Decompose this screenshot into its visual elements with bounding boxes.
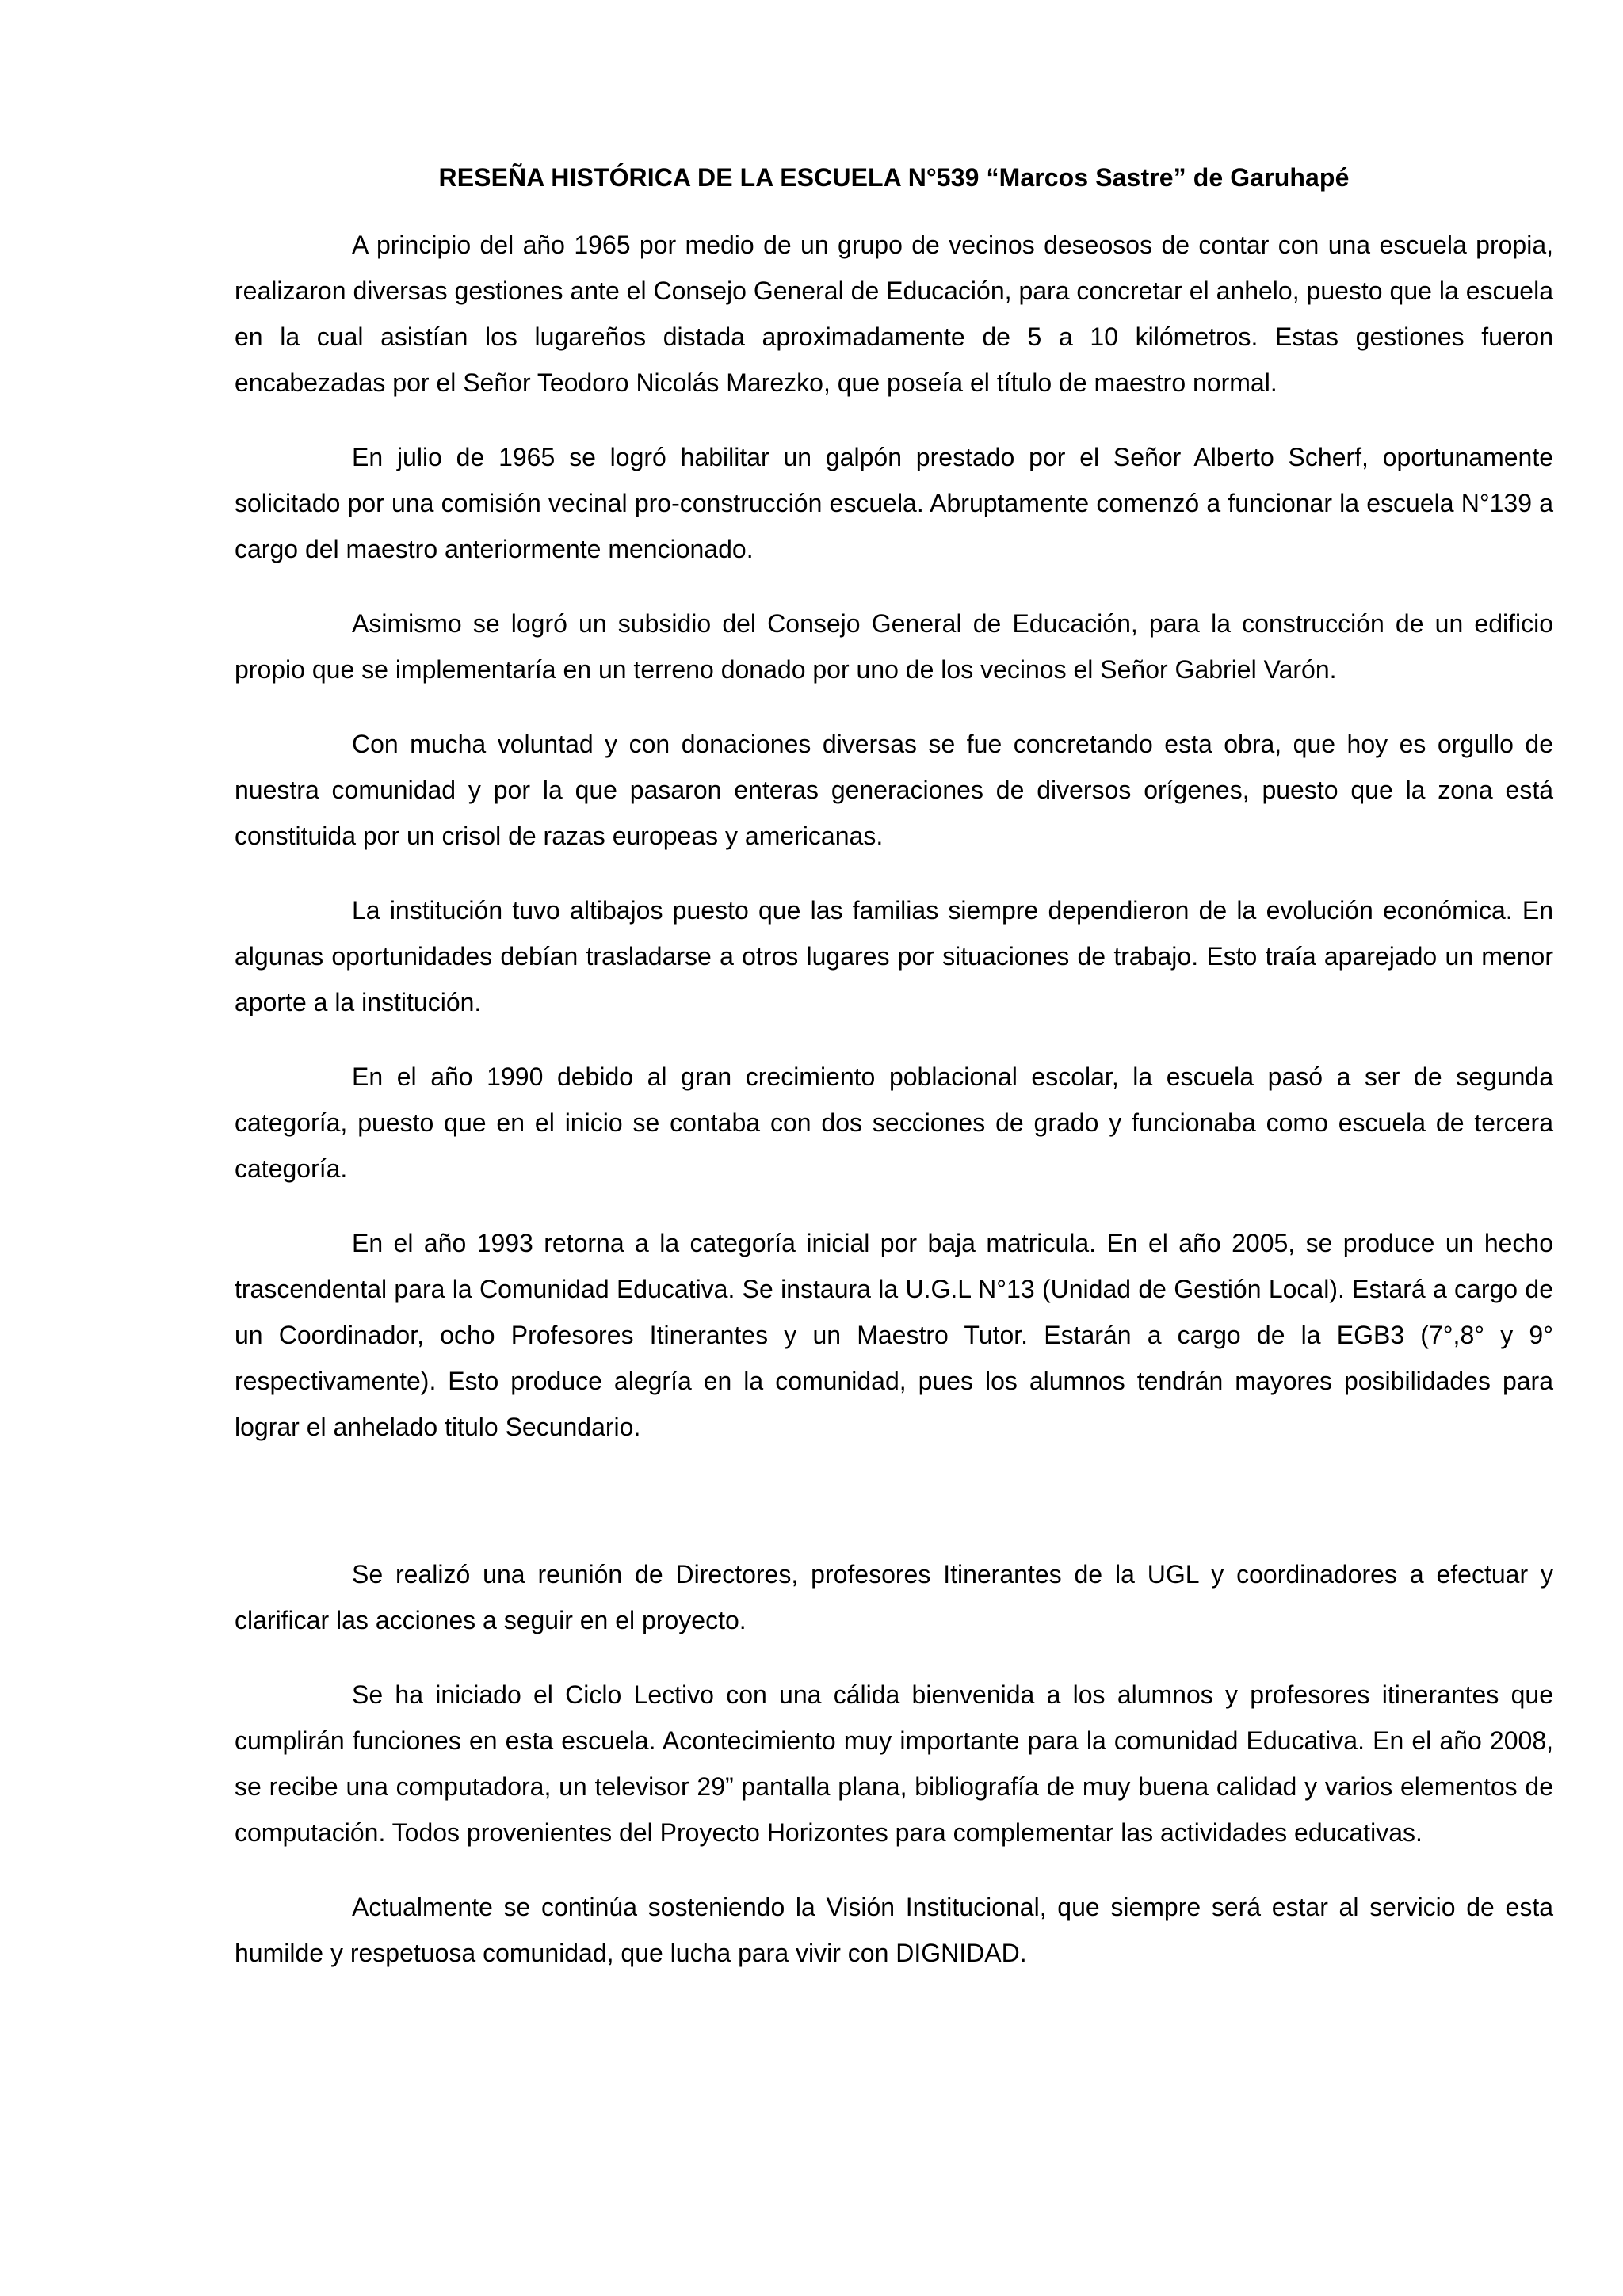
paragraph-origin: A principio del año 1965 por medio de un grupo de vecinos deseosos de contar con una escuela propia, realizaron diversas gestiones ante el Consejo General de Educación, para concretar el anhelo, puesto que la escuela en la cual asistían los lugareños distada aproximadamente de 5 a 10 kilómetros. Estas gestiones fueron encabezadas por el Señor Teodoro Nicolás Marezko, que poseía el título de maestro normal.	[235, 231, 1553, 397]
paragraph-meeting: Se realizó una reunión de Directores, profesores Itinerantes de la UGL y coordinadores a efectuar y clarificar las acciones a seguir en el proyecto.	[235, 1560, 1553, 1634]
document-title: RESEÑA HISTÓRICA DE LA ESCUELA N°539 “Marcos Sastre” de Garuhapé	[438, 163, 1350, 192]
paragraph-vision: Actualmente se continúa sosteniendo la Visión Institucional, que siempre será estar al servicio de esta humilde y respetuosa comunidad, que lucha para vivir con DIGNIDAD.	[235, 1893, 1553, 1967]
paragraph-1990: En el año 1990 debido al gran crecimiento poblacional escolar, la escuela pasó a ser de segunda categoría, puesto que en el inicio se contaba con dos secciones de grado y funcionaba como escuela de tercera categoría.	[235, 1062, 1553, 1183]
paragraph-ups-and-downs: La institución tuvo altibajos puesto que las familias siempre dependieron de la evolución económica. En algunas oportunidades debían trasladarse a otros lugares por situaciones de trabajo. Esto traía aparejado un menor aporte a la institución.	[235, 896, 1553, 1016]
document-body	[235, 155, 1553, 2004]
paragraph-first-classes: En julio de 1965 se logró habilitar un galpón prestado por el Señor Alberto Scherf, oportunamente solicitado por una comisión vecinal pro-construcción escuela. Abruptamente comenzó a funcionar la escuela N°139 a cargo del maestro anteriormente mencionado.	[235, 443, 1553, 563]
paragraph-subsidy: Asimismo se logró un subsidio del Consejo General de Educación, para la construcción de un edificio propio que se implementaría en un terreno donado por uno de los vecinos el Señor Gabriel Varón.	[235, 609, 1553, 684]
paragraph-construction: Con mucha voluntad y con donaciones diversas se fue concretando esta obra, que hoy es orgullo de nuestra comunidad y por la que pasaron enteras generaciones de diversos orígenes, puesto que la zona está constituida por un crisol de razas europeas y americanas.	[235, 730, 1553, 850]
paragraph-school-year: Se ha iniciado el Ciclo Lectivo con una cálida bienvenida a los alumnos y profesores itinerantes que cumplirán funciones en esta escuela. Acontecimiento muy importante para la comunidad Educativa. En el año 2008, se recibe una computadora, un televisor 29” pantalla plana, bibliografía de muy buena calidad y varios elementos de computación. Todos provenientes del Proyecto Horizontes para complementar las actividades educativas.	[235, 1680, 1553, 1847]
blank-space	[235, 1478, 1553, 1551]
paragraph-1993-2005: En el año 1993 retorna a la categoría inicial por baja matricula. En el año 2005, se produce un hecho trascendental para la Comunidad Educativa. Se instaura la U.G.L N°13 (Unidad de Gestión Local). Estará a cargo de un Coordinador, ocho Profesores Itinerantes y un Maestro Tutor. Estarán a cargo de la EGB3 (7°,8° y 9° respectivamente). Esto produce alegría en la comunidad, pues los alumnos tendrán mayores posibilidades para lograr el anhelado titulo Secundario.	[235, 1229, 1553, 1441]
